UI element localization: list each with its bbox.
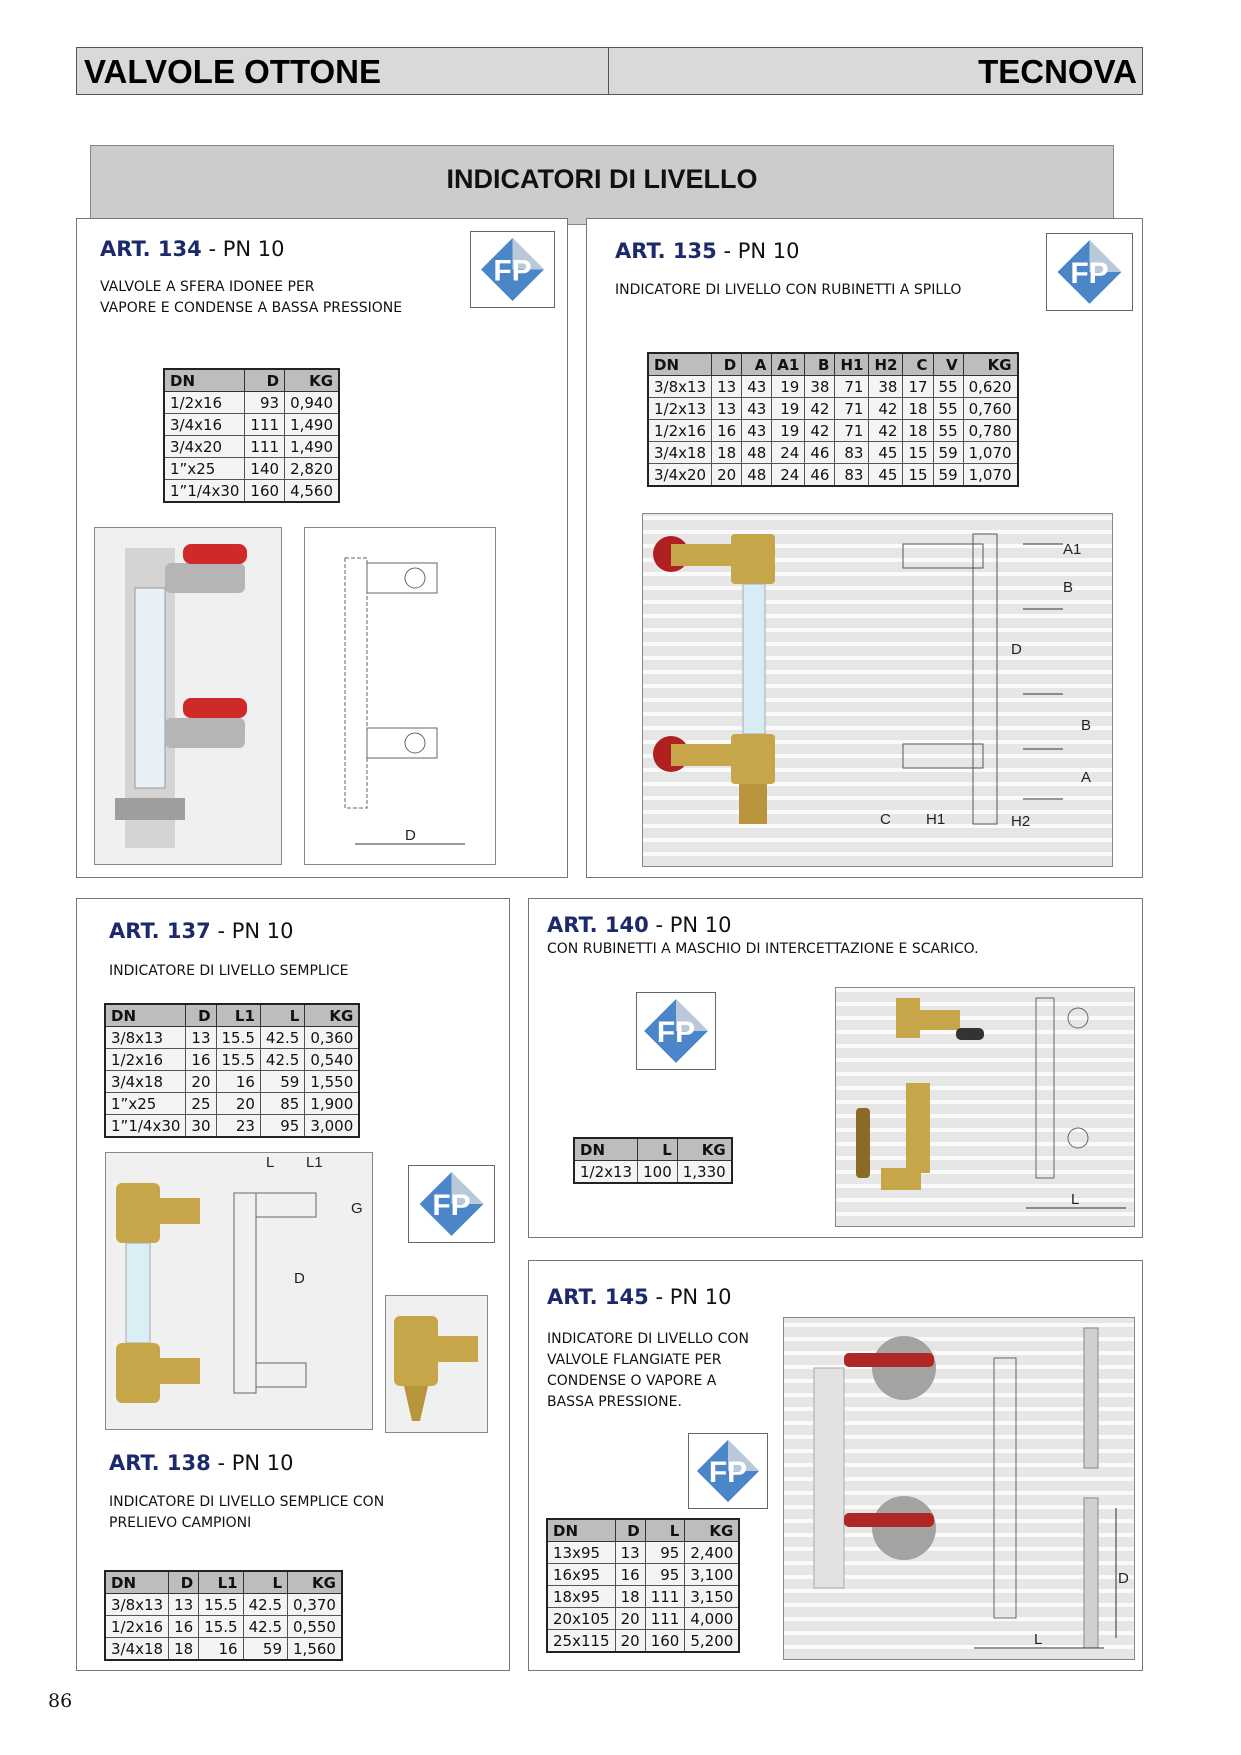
dim-h1: H1 bbox=[926, 811, 946, 828]
table-cell: 20 bbox=[186, 1071, 216, 1093]
art-sep: - bbox=[217, 919, 226, 943]
section-title: INDICATORI DI LIVELLO bbox=[446, 164, 758, 194]
table-cell: 45 bbox=[869, 464, 903, 487]
table-cell: 71 bbox=[835, 398, 869, 420]
fp-logo-mark bbox=[1047, 234, 1132, 310]
table-cell: 1,330 bbox=[677, 1161, 731, 1184]
dim-d: D bbox=[294, 1270, 305, 1287]
table-cell: 3/4x20 bbox=[164, 436, 245, 458]
table-cell: 19 bbox=[772, 376, 805, 398]
dim-b-bottom: B bbox=[1081, 717, 1092, 734]
table-cell: 1,490 bbox=[285, 436, 339, 458]
header-right-box bbox=[608, 47, 1143, 95]
table-cell: 95 bbox=[645, 1542, 685, 1564]
table-cell: 38 bbox=[869, 376, 903, 398]
table-cell: 59 bbox=[243, 1638, 287, 1661]
art-140-photo-drawing bbox=[835, 987, 1135, 1227]
table-cell: 18 bbox=[615, 1586, 645, 1608]
art-135-description bbox=[615, 280, 961, 301]
table-cell: 46 bbox=[805, 442, 835, 464]
table-cell: 42.5 bbox=[260, 1049, 304, 1071]
table-cell: 16 bbox=[216, 1071, 260, 1093]
art-pn: PN 10 bbox=[669, 913, 732, 937]
dim-g: G bbox=[351, 1200, 363, 1217]
column-header: H1 bbox=[835, 353, 869, 376]
table-cell: 1/2x13 bbox=[574, 1161, 638, 1184]
table-cell: 1/2x16 bbox=[105, 1616, 169, 1638]
table-cell: 13 bbox=[712, 398, 742, 420]
table-row bbox=[547, 1564, 739, 1586]
table-cell: 42 bbox=[805, 420, 835, 442]
column-header: L bbox=[260, 1004, 304, 1027]
table-header-row bbox=[648, 353, 1018, 376]
table-cell: 46 bbox=[805, 464, 835, 487]
art-145-title bbox=[547, 1285, 731, 1309]
desc-line: INDICATORE DI LIVELLO SEMPLICE bbox=[109, 963, 349, 979]
art-134-title bbox=[100, 237, 284, 261]
column-header: D bbox=[169, 1571, 199, 1594]
table-cell: 1”x25 bbox=[164, 458, 245, 480]
column-header: B bbox=[805, 353, 835, 376]
table-cell: 15 bbox=[903, 442, 933, 464]
art-pn: PN 10 bbox=[222, 237, 285, 261]
table-cell: 140 bbox=[245, 458, 285, 480]
table-cell: 83 bbox=[835, 442, 869, 464]
table-cell: 5,200 bbox=[685, 1630, 739, 1653]
column-header: KG bbox=[288, 1571, 342, 1594]
column-header: L bbox=[645, 1519, 685, 1542]
table-cell: 43 bbox=[742, 420, 772, 442]
column-header: D bbox=[245, 369, 285, 392]
table-row bbox=[105, 1616, 342, 1638]
table-row bbox=[547, 1608, 739, 1630]
fp-logo bbox=[470, 231, 555, 308]
column-header: L bbox=[243, 1571, 287, 1594]
table-cell: 16 bbox=[712, 420, 742, 442]
table-cell: 30 bbox=[186, 1115, 216, 1138]
table-cell: 48 bbox=[742, 464, 772, 487]
column-header: DN bbox=[105, 1571, 169, 1594]
art-134-drawing-svg bbox=[305, 528, 495, 864]
art-138-description bbox=[109, 1492, 384, 1534]
art-137-title bbox=[109, 919, 293, 943]
table-cell: 93 bbox=[245, 392, 285, 414]
dim-c: C bbox=[880, 811, 891, 828]
table-cell: 0,540 bbox=[305, 1049, 359, 1071]
logo-text: FP bbox=[1070, 257, 1109, 291]
column-header: L1 bbox=[216, 1004, 260, 1027]
column-header: D bbox=[186, 1004, 216, 1027]
table-cell: 24 bbox=[772, 464, 805, 487]
panel-art-145 bbox=[528, 1260, 1143, 1671]
table-cell: 1,490 bbox=[285, 414, 339, 436]
dim-a1: A1 bbox=[1063, 541, 1082, 558]
panel-art-137-138 bbox=[76, 898, 510, 1671]
logo-text: FP bbox=[432, 1189, 471, 1223]
desc-line: VALVOLE A SFERA IDONEE PER bbox=[100, 279, 315, 295]
table-row bbox=[164, 458, 339, 480]
art-140-title bbox=[547, 913, 731, 937]
art-145-photo-drawing bbox=[783, 1317, 1135, 1660]
column-header: KG bbox=[963, 353, 1017, 376]
table-cell: 1,070 bbox=[963, 442, 1017, 464]
table-cell: 59 bbox=[933, 464, 963, 487]
desc-line: VALVOLE FLANGIATE PER bbox=[547, 1352, 722, 1368]
table-cell: 48 bbox=[742, 442, 772, 464]
table-cell: 1”x25 bbox=[105, 1093, 186, 1115]
art-sep: - bbox=[217, 1451, 226, 1475]
table-cell: 13 bbox=[186, 1027, 216, 1049]
dim-d: D bbox=[1011, 641, 1022, 658]
table-header-row bbox=[105, 1004, 359, 1027]
table-cell: 20 bbox=[216, 1093, 260, 1115]
table-cell: 19 bbox=[772, 398, 805, 420]
table-cell: 55 bbox=[933, 398, 963, 420]
dim-h2: H2 bbox=[1011, 813, 1031, 830]
panel-art-140 bbox=[528, 898, 1143, 1238]
column-header: KG bbox=[677, 1138, 731, 1161]
table-header-row bbox=[547, 1519, 739, 1542]
table-cell: 23 bbox=[216, 1115, 260, 1138]
table-cell: 1,560 bbox=[288, 1638, 342, 1661]
art-134-description bbox=[100, 277, 402, 319]
desc-line: PRELIEVO CAMPIONI bbox=[109, 1515, 252, 1531]
desc-line: CON RUBINETTI A MASCHIO DI INTERCETTAZIONE E SCARICO. bbox=[547, 941, 979, 957]
table-row bbox=[648, 464, 1018, 487]
art-pn: PN 10 bbox=[669, 1285, 732, 1309]
table-cell: 3/4x18 bbox=[105, 1638, 169, 1661]
table-cell: 13 bbox=[712, 376, 742, 398]
table-row bbox=[648, 442, 1018, 464]
table-cell: 160 bbox=[645, 1630, 685, 1653]
table-cell: 16x95 bbox=[547, 1564, 615, 1586]
table-cell: 15.5 bbox=[216, 1027, 260, 1049]
table-cell: 3/4x16 bbox=[164, 414, 245, 436]
column-header: V bbox=[933, 353, 963, 376]
table-cell: 1,550 bbox=[305, 1071, 359, 1093]
table-cell: 38 bbox=[805, 376, 835, 398]
table-cell: 18x95 bbox=[547, 1586, 615, 1608]
table-row bbox=[648, 398, 1018, 420]
art-sep: - bbox=[723, 239, 732, 263]
table-cell: 100 bbox=[638, 1161, 678, 1184]
table-cell: 59 bbox=[933, 442, 963, 464]
art-code: ART. 134 bbox=[100, 237, 202, 261]
dim-d: D bbox=[1118, 1570, 1129, 1587]
table-cell: 24 bbox=[772, 442, 805, 464]
table-cell: 3,150 bbox=[685, 1586, 739, 1608]
table-cell: 17 bbox=[903, 376, 933, 398]
table-cell: 19 bbox=[772, 420, 805, 442]
art-137-table bbox=[104, 1003, 360, 1138]
section-band bbox=[90, 145, 1114, 225]
table-row bbox=[648, 420, 1018, 442]
table-row bbox=[574, 1161, 732, 1184]
table-cell: 1,900 bbox=[305, 1093, 359, 1115]
table-cell: 15.5 bbox=[216, 1049, 260, 1071]
fp-logo bbox=[688, 1433, 768, 1509]
table-cell: 1/2x13 bbox=[648, 398, 712, 420]
table-cell: 15 bbox=[903, 464, 933, 487]
fp-logo-mark bbox=[471, 232, 554, 307]
art-145-table bbox=[546, 1518, 740, 1653]
table-cell: 16 bbox=[186, 1049, 216, 1071]
table-cell: 160 bbox=[245, 480, 285, 503]
header-left-box bbox=[76, 47, 609, 95]
art-135-photo-drawing bbox=[642, 513, 1113, 867]
table-row bbox=[105, 1027, 359, 1049]
table-cell: 20 bbox=[615, 1630, 645, 1653]
fp-logo-mark bbox=[637, 993, 715, 1069]
table-cell: 16 bbox=[169, 1616, 199, 1638]
table-cell: 42 bbox=[869, 420, 903, 442]
table-cell: 18 bbox=[903, 398, 933, 420]
table-cell: 4,000 bbox=[685, 1608, 739, 1630]
table-row bbox=[164, 392, 339, 414]
table-cell: 18 bbox=[903, 420, 933, 442]
table-cell: 43 bbox=[742, 398, 772, 420]
desc-line: VAPORE E CONDENSE A BASSA PRESSIONE bbox=[100, 300, 403, 316]
table-row bbox=[547, 1586, 739, 1608]
table-cell: 0,760 bbox=[963, 398, 1017, 420]
table-cell: 16 bbox=[615, 1564, 645, 1586]
dim-a: A bbox=[1081, 769, 1092, 786]
table-cell: 3,000 bbox=[305, 1115, 359, 1138]
art-135-illustration bbox=[643, 514, 1112, 866]
table-cell: 3/4x18 bbox=[648, 442, 712, 464]
table-cell: 0,620 bbox=[963, 376, 1017, 398]
table-row bbox=[164, 480, 339, 503]
desc-line: INDICATORE DI LIVELLO CON bbox=[547, 1331, 749, 1347]
table-cell: 0,940 bbox=[285, 392, 339, 414]
art-code: ART. 137 bbox=[109, 919, 211, 943]
table-cell: 2,400 bbox=[685, 1542, 739, 1564]
art-code: ART. 138 bbox=[109, 1451, 211, 1475]
table-header-row bbox=[105, 1571, 342, 1594]
art-pn: PN 10 bbox=[231, 919, 294, 943]
column-header: DN bbox=[648, 353, 712, 376]
table-cell: 59 bbox=[260, 1071, 304, 1093]
table-header-row bbox=[164, 369, 339, 392]
table-cell: 15.5 bbox=[199, 1594, 243, 1616]
desc-line: CONDENSE O VAPORE A bbox=[547, 1373, 717, 1389]
table-cell: 42.5 bbox=[243, 1616, 287, 1638]
table-cell: 95 bbox=[645, 1564, 685, 1586]
table-cell: 1/2x16 bbox=[105, 1049, 186, 1071]
table-cell: 42 bbox=[869, 398, 903, 420]
fp-logo bbox=[1046, 233, 1133, 311]
table-cell: 1/2x16 bbox=[648, 420, 712, 442]
column-header: D bbox=[615, 1519, 645, 1542]
table-row bbox=[547, 1542, 739, 1564]
panel-art-135 bbox=[586, 218, 1143, 878]
column-header: A1 bbox=[772, 353, 805, 376]
art-sep: - bbox=[208, 237, 217, 261]
art-pn: PN 10 bbox=[737, 239, 800, 263]
table-cell: 13 bbox=[615, 1542, 645, 1564]
table-cell: 0,550 bbox=[288, 1616, 342, 1638]
art-137-description bbox=[109, 961, 348, 982]
table-cell: 42.5 bbox=[243, 1594, 287, 1616]
table-row bbox=[105, 1049, 359, 1071]
fp-logo-mark bbox=[409, 1166, 494, 1242]
desc-line: INDICATORE DI LIVELLO CON RUBINETTI A SPILLO bbox=[615, 282, 962, 298]
art-code: ART. 135 bbox=[615, 239, 717, 263]
table-cell: 1”1/4x30 bbox=[105, 1115, 186, 1138]
table-cell: 25x115 bbox=[547, 1630, 615, 1653]
column-header: DN bbox=[574, 1138, 638, 1161]
table-cell: 13x95 bbox=[547, 1542, 615, 1564]
table-cell: 3,100 bbox=[685, 1564, 739, 1586]
logo-text: FP bbox=[708, 1455, 748, 1489]
art-134-drawing bbox=[304, 527, 496, 865]
table-cell: 42 bbox=[805, 398, 835, 420]
table-cell: 1,070 bbox=[963, 464, 1017, 487]
table-cell: 16 bbox=[199, 1638, 243, 1661]
art-145-illustration bbox=[784, 1318, 1134, 1659]
table-cell: 20x105 bbox=[547, 1608, 615, 1630]
table-row bbox=[105, 1638, 342, 1661]
table-row bbox=[547, 1630, 739, 1653]
table-cell: 13 bbox=[169, 1594, 199, 1616]
table-cell: 55 bbox=[933, 376, 963, 398]
table-row bbox=[164, 436, 339, 458]
table-cell: 18 bbox=[169, 1638, 199, 1661]
dim-l1: L1 bbox=[306, 1154, 323, 1171]
logo-text: FP bbox=[493, 254, 532, 288]
table-cell: 0,360 bbox=[305, 1027, 359, 1049]
table-cell: 3/8x13 bbox=[648, 376, 712, 398]
table-cell: 55 bbox=[933, 420, 963, 442]
table-cell: 45 bbox=[869, 442, 903, 464]
table-row bbox=[648, 376, 1018, 398]
table-cell: 111 bbox=[645, 1608, 685, 1630]
art-pn: PN 10 bbox=[231, 1451, 294, 1475]
column-header: KG bbox=[285, 369, 339, 392]
table-cell: 0,780 bbox=[963, 420, 1017, 442]
column-header: KG bbox=[305, 1004, 359, 1027]
art-140-illustration bbox=[836, 988, 1134, 1226]
table-cell: 25 bbox=[186, 1093, 216, 1115]
logo-text: FP bbox=[656, 1016, 696, 1050]
desc-line: BASSA PRESSIONE. bbox=[547, 1394, 682, 1410]
art-138-illustration bbox=[386, 1296, 487, 1432]
table-cell: 1/2x16 bbox=[164, 392, 245, 414]
column-header: H2 bbox=[869, 353, 903, 376]
table-cell: 42.5 bbox=[260, 1027, 304, 1049]
table-cell: 3/8x13 bbox=[105, 1594, 169, 1616]
drawing-dim-d: D bbox=[405, 827, 416, 844]
art-140-description bbox=[547, 939, 979, 960]
table-cell: 83 bbox=[835, 464, 869, 487]
table-cell: 4,560 bbox=[285, 480, 339, 503]
column-header: L1 bbox=[199, 1571, 243, 1594]
art-138-photo bbox=[385, 1295, 488, 1433]
column-header: DN bbox=[105, 1004, 186, 1027]
table-cell: 3/8x13 bbox=[105, 1027, 186, 1049]
dim-l: L bbox=[1034, 1631, 1043, 1648]
dim-b-top: B bbox=[1063, 579, 1074, 596]
column-header: DN bbox=[164, 369, 245, 392]
art-sep: - bbox=[655, 913, 664, 937]
art-sep: - bbox=[655, 1285, 664, 1309]
table-cell: 1”1/4x30 bbox=[164, 480, 245, 503]
fp-logo bbox=[408, 1165, 495, 1243]
dim-l: L bbox=[1071, 1191, 1080, 1208]
page-number: 86 bbox=[48, 1690, 73, 1712]
table-row bbox=[105, 1594, 342, 1616]
table-cell: 111 bbox=[245, 436, 285, 458]
table-cell: 0,370 bbox=[288, 1594, 342, 1616]
art-code: ART. 140 bbox=[547, 913, 649, 937]
table-cell: 85 bbox=[260, 1093, 304, 1115]
art-134-product-photo bbox=[94, 527, 282, 865]
fp-logo bbox=[636, 992, 716, 1070]
art-138-title bbox=[109, 1451, 293, 1475]
table-cell: 95 bbox=[260, 1115, 304, 1138]
art-code: ART. 145 bbox=[547, 1285, 649, 1309]
valve-photo-illustration bbox=[95, 528, 281, 864]
art-135-title bbox=[615, 239, 799, 263]
table-cell: 15.5 bbox=[199, 1616, 243, 1638]
table-cell: 3/4x18 bbox=[105, 1071, 186, 1093]
table-cell: 3/4x20 bbox=[648, 464, 712, 487]
art-145-description bbox=[547, 1329, 749, 1413]
table-row bbox=[105, 1115, 359, 1138]
desc-line: INDICATORE DI LIVELLO SEMPLICE CON bbox=[109, 1494, 385, 1510]
header-left-title: VALVOLE OTTONE bbox=[84, 53, 382, 90]
table-cell: 20 bbox=[615, 1608, 645, 1630]
panel-art-134 bbox=[76, 218, 568, 878]
table-cell: 20 bbox=[712, 464, 742, 487]
table-cell: 2,820 bbox=[285, 458, 339, 480]
table-cell: 111 bbox=[245, 414, 285, 436]
art-140-table bbox=[573, 1137, 733, 1184]
column-header: C bbox=[903, 353, 933, 376]
art-135-table bbox=[647, 352, 1019, 487]
art-137-photo-drawing bbox=[105, 1152, 373, 1430]
table-cell: 43 bbox=[742, 376, 772, 398]
column-header: D bbox=[712, 353, 742, 376]
table-cell: 71 bbox=[835, 420, 869, 442]
table-cell: 71 bbox=[835, 376, 869, 398]
table-header-row bbox=[574, 1138, 732, 1161]
table-row bbox=[105, 1093, 359, 1115]
table-row bbox=[105, 1071, 359, 1093]
header-right-title: TECNOVA bbox=[978, 53, 1137, 90]
dim-l: L bbox=[266, 1154, 275, 1171]
art-138-table bbox=[104, 1570, 343, 1661]
art-137-illustration bbox=[106, 1153, 372, 1429]
column-header: DN bbox=[547, 1519, 615, 1542]
table-cell: 111 bbox=[645, 1586, 685, 1608]
column-header: KG bbox=[685, 1519, 739, 1542]
table-cell: 18 bbox=[712, 442, 742, 464]
table-row bbox=[164, 414, 339, 436]
column-header: A bbox=[742, 353, 772, 376]
column-header: L bbox=[638, 1138, 678, 1161]
fp-logo-mark bbox=[689, 1434, 767, 1508]
art-134-table bbox=[163, 368, 340, 503]
